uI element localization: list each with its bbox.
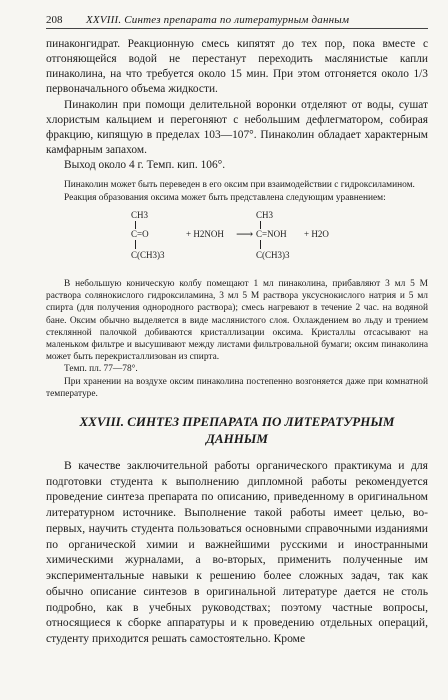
paragraph: Пинаколин при помощи делительной воронки отделяют от воды, сушат хлористым кальцием и перегоняют с небольшим дефлегматором, собирая фракцию, кипящую в пределах 103—107°. Пинаколин обладает характерным камфарным запахом. <box>46 98 428 157</box>
reaction-arrow: ⟶ <box>236 226 254 241</box>
formula-right-mid: C=NOH <box>256 228 287 239</box>
paragraph: В качестве заключительной работы органического практикума и для подготовки студента к выполнению дипломной работы рекомендуется проведение синтеза препарата по описанию, приведенному в оригинальном литературном источнике. Выполнение такой работы имеет целью, во-первых, научить студента пользоваться основными справочными изданиями по органической химии и важнейшими русскими и иностранными химическими журналами, а во-вторых, применить полученные им экспериментальные навыки к решению более сложных задач, так как обычно описание синтезов в оригинальной литературе дается не столь подробно, как в учебных руководствах; поэтому частные вопросы, относящиеся к сборке аппаратуры и к проведению отдельных операций, студенту приходится решать самостоятельно. Кроме <box>46 458 428 646</box>
formula-right-top: CH3 <box>256 209 274 220</box>
small-paragraph: При хранении на воздухе оксим пинаколина постепенно возгоняется даже при комнатной температуре. <box>46 376 428 399</box>
section-title: XXVIII. СИНТЕЗ ПРЕПАРАТА ПО ЛИТЕРАТУРНЫМ ДАННЫМ <box>79 414 395 446</box>
formula-product: + H2O <box>304 228 329 239</box>
small-paragraph: Реакция образования оксима может быть представлена следующим уравнением: <box>64 192 386 203</box>
reaction-equation <box>46 210 428 270</box>
small-paragraph: Темп. пл. 77—78°. <box>64 364 138 375</box>
small-paragraph: В небольшую коническую колбу помещают 1 мл пинаколина, прибавляют 3 мл 5 М раствора солянокислого гидроксиламина, 3 мл 5 М раствора уксуснокислого натрия и 5 мл спирта (для получения однородного раствора); смесь нагревают в течение 2 час. на водяной бане. Оксим обычно выделяется в виде маслянистого слоя. Охлаждением во льду и трением стеклянной палочкой добиваются кристаллизации оксима. Кристаллы отсасывают на маленьком фильтре и высушивают между листами фильтровальной бумаги; оксим пинаколина может быть перекристаллизован из спирта. <box>46 278 428 363</box>
formula-reagent: + H2NOH <box>186 228 224 239</box>
running-header <box>46 14 428 29</box>
small-paragraph: Пинаколин может быть переведен в его оксим при взаимодействии с гидроксиламином. <box>64 180 415 191</box>
formula-left-top: CH3 <box>131 209 149 220</box>
paragraph: Выход около 4 г. Темп. кип. 106°. <box>64 159 226 172</box>
formula-right-bottom: C(CH3)3 <box>256 249 290 260</box>
running-title: XXVIII. Синтез препарата по литературным данным <box>86 14 350 26</box>
page-number: 208 <box>46 14 63 26</box>
formula-left-bottom: C(CH3)3 <box>131 249 165 260</box>
paragraph: пинаконгидрат. Реакционную смесь кипятят до тех пор, пока вместе с отгоняющейся водой не перестанут переходить маслянистые капли пинаколина, на что требуется около 15 мин. При этом отгоняется около 1/3 первоначального объема жидкости. <box>46 38 428 96</box>
formula-left-mid: C=O <box>131 228 149 239</box>
